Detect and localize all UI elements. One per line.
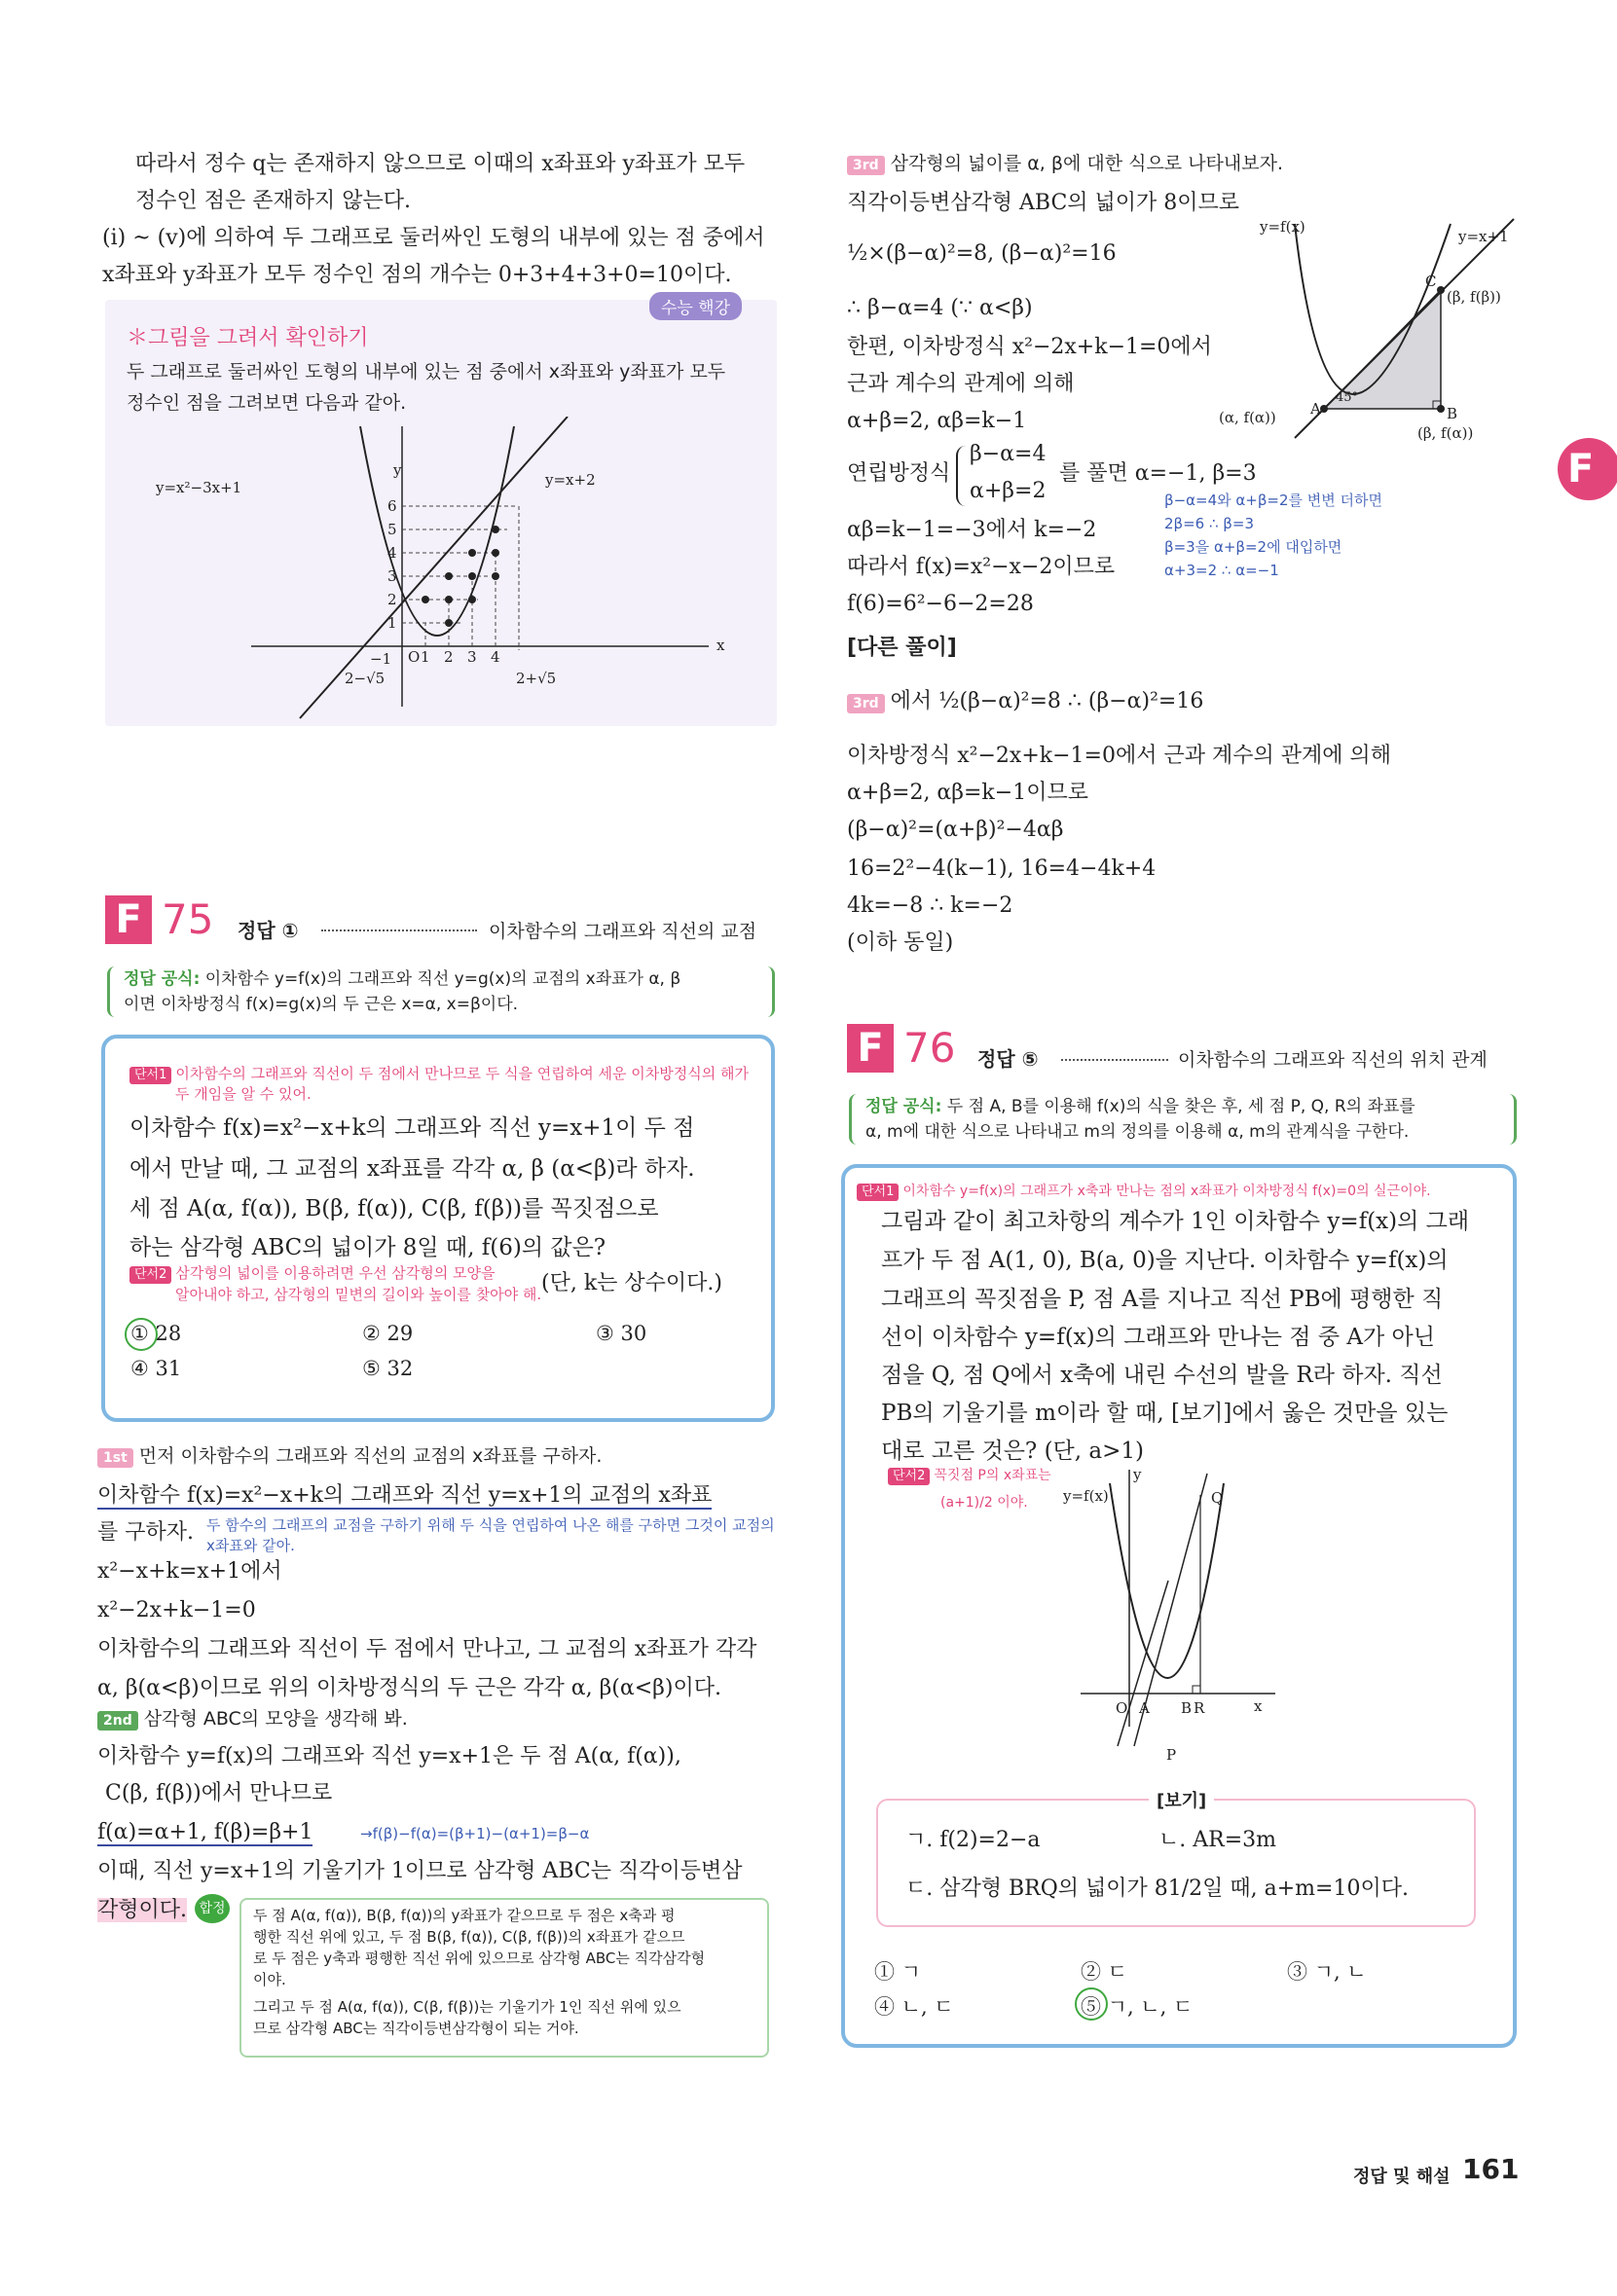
solution-note: →f(β)−f(α)=(β+1)−(α+1)=β−α (360, 1825, 590, 1842)
problem-topic: 이차함수의 그래프와 직선의 교점 (489, 921, 757, 942)
question-line: 에서 만날 때, 그 교점의 x좌표를 각각 α, β (α<β)라 하자. (129, 1156, 695, 1182)
label-y: y (1133, 1466, 1142, 1483)
choice-4[interactable]: ④ 31 (130, 1357, 182, 1380)
step-3rd: 3rd 삼각형의 넓이를 α, β에 대한 식으로 나타내보자. (847, 148, 1283, 179)
solution-line: x²−2x+k−1=0 (97, 1598, 256, 1622)
system-eq: β−α=4 (970, 442, 1047, 466)
choice-5[interactable]: ⑤ 32 (362, 1357, 414, 1380)
answer-dots (321, 929, 477, 931)
problem-number: 75 (162, 895, 214, 943)
label-b-coord: (β, f(α)) (1417, 424, 1474, 442)
label-y: y (393, 461, 402, 479)
lattice-point (445, 619, 453, 627)
question-line: 세 점 A(α, f(α)), B(β, f(α)), C(β, f(β))를 꼭짓점으로 (129, 1196, 659, 1221)
solution-note: β−α=4와 α+β=2를 변변 더하면 (1164, 492, 1383, 509)
bogi-item: ㄴ. AR=3m (1158, 1828, 1276, 1852)
graph-box (105, 300, 777, 726)
solution-line: f(α)=α+1, f(β)=β+1 (97, 1820, 313, 1844)
badge: 수능 핵강 (649, 292, 742, 320)
solution-line: x²−x+k=x+1에서 (97, 1559, 282, 1584)
formula-line: 정답 공식: 이차함수 y=f(x)의 그래프와 직선 y=g(x)의 교점의 x좌표가 α, β (124, 969, 681, 989)
answer-label: 정답 ⑤ (977, 1047, 1039, 1071)
graph-box-desc: 두 그래프로 둘러싸인 도형의 내부에 있는 점 중에서 x좌표와 y좌표가 모두 (127, 361, 726, 383)
y-tick: 4 (387, 544, 397, 562)
hint2-cont: (a+1)/2 이야. (940, 1495, 1028, 1511)
x-tick: −1 (370, 650, 392, 668)
y-tick: 2 (387, 591, 397, 608)
bogi-box (876, 1799, 1476, 1927)
solution-note: 두 함수의 그래프의 교점을 구하기 위해 두 식을 연립하여 나온 해를 구하면 그것이 교점의 (206, 1516, 775, 1534)
solution-line: 따라서 f(x)=x²−x−2이므로 (847, 555, 1116, 579)
lattice-point (445, 596, 453, 603)
solution-line: 이차함수 f(x)=x²−x+k의 그래프와 직선 y=x+1의 교점의 x좌표 (97, 1483, 713, 1508)
choice-4[interactable]: ④ ㄴ, ㄷ (874, 1995, 954, 2019)
system-eq: α+β=2 (970, 479, 1047, 503)
solution-line: 를 구하자. (97, 1520, 194, 1545)
graph-box-title: ＊그림을 그려서 확인하기 (127, 326, 369, 350)
solution-line: 이차함수 y=f(x)의 그래프와 직선 y=x+1은 두 점 A(α, f(α)), (97, 1744, 681, 1768)
label-p: P (1166, 1746, 1177, 1764)
solution-line: 근과 계수의 관계에 의해 (847, 372, 1075, 396)
note-line: 행한 직선 위에 있고, 두 점 B(β, f(α)), C(β, f(β))의 x좌표가 같으므 (253, 1928, 685, 1946)
question-line: 대로 고른 것은? (단, a>1) (881, 1439, 1144, 1464)
hint1: 단서1 이차함수 y=f(x)의 그래프가 x축과 만나는 점의 x좌표가 이차방정식 f(x)=0의 실근이야. (857, 1182, 1431, 1202)
label-parabola: y=x²−3x+1 (156, 479, 242, 496)
choice-3[interactable]: ③ ㄱ, ㄴ (1287, 1960, 1367, 1984)
question-line: 그림과 같이 최고차항의 계수가 1인 이차함수 y=f(x)의 그래 (881, 1209, 1470, 1234)
question-line: 프가 두 점 A(1, 0), B(a, 0)을 지난다. 이차함수 y=f(x)의 (881, 1248, 1449, 1273)
hint1: 단서1 이차함수의 그래프와 직선이 두 점에서 만나므로 두 식을 연립하여 세운 이차방정식의 해가 (129, 1064, 749, 1084)
parabola (1110, 1483, 1224, 1678)
solution-line: 연립방정식 (847, 461, 951, 486)
step-1st: 1st 먼저 이차함수의 그래프와 직선의 교점의 x좌표를 구하자. (97, 1440, 602, 1472)
graph-box-desc: 정수인 점을 그려보면 다음과 같아. (127, 392, 407, 414)
label-c: C (1425, 273, 1437, 290)
question-line: 이차함수 f(x)=x²−x+k의 그래프와 직선 y=x+1이 두 점 (129, 1115, 695, 1141)
system-brace (956, 446, 968, 506)
solution-line: 이차함수의 그래프와 직선이 두 점에서 만나고, 그 교점의 x좌표가 각각 (97, 1637, 757, 1661)
label-line: y=x+1 (1458, 228, 1509, 245)
solution-line: 4k=−8 ∴ k=−2 (847, 893, 1013, 918)
lattice-point (492, 572, 499, 580)
solution-line: 이때, 직선 y=x+1의 기울기가 1이므로 삼각형 ABC는 직각이등변삼 (97, 1859, 743, 1883)
lattice-point (468, 549, 476, 557)
bogi-item: ㄷ. 삼각형 BRQ의 넓이가 81/2일 때, a+m=10이다. (905, 1877, 1409, 1901)
choice-2[interactable]: ② ㄷ (1081, 1960, 1127, 1984)
hint2: 단서2 꼭짓점 P의 x좌표는 (888, 1466, 1051, 1486)
x-tick: 3 (467, 648, 477, 666)
formula-box (107, 966, 775, 1017)
formula-box (849, 1094, 1517, 1145)
solution-note: 2β=6 ∴ β=3 (1164, 515, 1254, 532)
lattice-point (492, 549, 499, 557)
solution-line: α, β(α<β)이므로 위의 이차방정식의 두 근은 각각 α, β(α<β)이다. (97, 1676, 721, 1700)
solution-line: α+β=2, αβ=k−1 (847, 409, 1027, 433)
formula-line: α, m에 대한 식으로 나타내고 m의 정의를 이용해 α, m의 관계식을 구한다. (865, 1122, 1410, 1142)
label-x: x (717, 637, 725, 654)
label-angle: 45° (1336, 390, 1359, 405)
label-o: O (1116, 1699, 1128, 1717)
solution-line: 이차방정식 x²−2x+k−1=0에서 근과 계수의 관계에 의해 (847, 744, 1391, 768)
page-number: 161 (1462, 2153, 1520, 2185)
choice-1[interactable]: ① ㄱ (874, 1960, 921, 1984)
y-tick: 1 (387, 614, 397, 632)
solution-line: ∴ β−α=4 (∵ α<β) (847, 296, 1033, 320)
x-tick: 4 (491, 648, 500, 666)
label-x: x (1254, 1697, 1263, 1715)
formula-line: 이면 이차방정식 f(x)=g(x)의 두 근은 x=α, x=β이다. (124, 995, 519, 1014)
question-line: 하는 삼각형 ABC의 넓이가 8일 때, f(6)의 값은? (129, 1235, 606, 1260)
x-tick: 2 (444, 648, 454, 666)
solution-line: C(β, f(β))에서 만나므로 (105, 1781, 333, 1805)
y-tick: 5 (387, 521, 397, 538)
label-b: B (1447, 405, 1458, 422)
side-tab: F (1558, 438, 1617, 500)
solution-line: 3rd 에서 ½(β−α)²=8 ∴ (β−α)²=16 (847, 683, 1203, 720)
line-pb (1118, 1581, 1168, 1746)
solution-line: ½×(β−α)²=8, (β−α)²=16 (847, 241, 1117, 266)
solution-line: (β−α)²=(α+β)²−4αβ (847, 818, 1064, 842)
note-badge: 합정 (195, 1894, 230, 1923)
label-o: O (408, 648, 421, 666)
solution-note: α+3=2 ∴ α=−1 (1164, 562, 1279, 579)
parabola-line-graph (105, 417, 777, 726)
problem-topic: 이차함수의 그래프와 직선의 위치 관계 (1178, 1049, 1488, 1071)
text-line: x좌표와 y좌표가 모두 정수인 점의 개수는 0+3+4+3+0=10이다. (102, 263, 732, 287)
label-f: y=f(x) (1260, 218, 1305, 236)
problem-number: 76 (903, 1024, 956, 1072)
lattice-point (445, 572, 453, 580)
text-line: 따라서 정수 q는 존재하지 않으므로 이때의 x좌표와 y좌표가 모두 (135, 152, 746, 176)
footer-label: 정답 및 해설 (1353, 2167, 1451, 2187)
label-a: A (1310, 400, 1321, 418)
solution-line: 한편, 이차방정식 x²−2x+k−1=0에서 (847, 335, 1212, 359)
solution-note: x좌표와 같아. (206, 1537, 295, 1554)
solution-line: f(6)=6²−6−2=28 (847, 592, 1034, 616)
label-b: B (1181, 1699, 1193, 1717)
note-line: 그리고 두 점 A(α, f(α)), C(β, f(β))는 기울기가 1인 직선 위에 있으 (253, 1998, 681, 2016)
y-tick: 6 (387, 497, 397, 515)
solution-line: αβ=k−1=−3에서 k=−2 (847, 518, 1097, 542)
question-line: PB의 기울기를 m이라 할 때, [보기]에서 옳은 것만을 있는 (881, 1401, 1449, 1426)
label-a: A (1139, 1699, 1150, 1717)
label-a-coord: (α, f(α)) (1219, 409, 1276, 426)
parabola (360, 426, 514, 636)
choice-1[interactable]: ① 28 (130, 1322, 182, 1345)
note-line: 므로 삼각형 ABC는 직각이등변삼각형이 되는 거야. (253, 2020, 579, 2037)
note-line: 두 점 A(α, f(α)), B(β, f(α))의 y좌표가 같으므로 두 점은 x축과 평 (253, 1907, 676, 1924)
alt-title: [다른 풀이] (847, 636, 957, 660)
root-left: 2−√5 (345, 670, 386, 687)
text-line: 정수인 점은 존재하지 않는다. (135, 189, 411, 213)
problem-flag: F (105, 895, 152, 944)
choice-3[interactable]: ③ 30 (596, 1322, 647, 1345)
lattice-point (468, 596, 476, 603)
answer-dots (1061, 1059, 1168, 1061)
solution-line: 를 풀면 α=−1, β=3 (1059, 461, 1257, 486)
question-line: 선이 이차함수 y=f(x)의 그래프와 만나는 점 중 A가 아닌 (881, 1325, 1435, 1350)
label-c-coord: (β, f(β)) (1447, 288, 1501, 306)
solution-line: 16=2²−4(k−1), 16=4−4k+4 (847, 856, 1157, 881)
selected-mark (125, 1318, 158, 1351)
question-line: (단, k는 상수이다.) (541, 1271, 722, 1295)
text-line: (i) ~ (v)에 의하여 두 그래프로 둘러싸인 도형의 내부에 있는 점 중에서 (102, 226, 765, 250)
note-box (239, 1898, 769, 2058)
x-tick: 1 (421, 648, 430, 666)
label-r: R (1194, 1699, 1205, 1717)
label-q: Q (1211, 1489, 1224, 1507)
solution-note: β=3을 α+β=2에 대입하면 (1164, 538, 1342, 556)
note-line: 로 두 점은 y축과 평행한 직선 위에 있으므로 삼각형 ABC는 직각삼각형 (253, 1950, 706, 1967)
step-2nd: 2nd 삼각형 ABC의 모양을 생각해 봐. (97, 1703, 408, 1734)
answer-label: 정답 ① (238, 919, 299, 942)
formula-line: 정답 공식: 두 점 A, B를 이용해 f(x)의 식을 찾은 후, 세 점 P, Q, R의 좌표를 (865, 1097, 1415, 1116)
solution-line: (이하 동일) (847, 930, 954, 955)
label-f: y=f(x) (1063, 1487, 1109, 1505)
choice-2[interactable]: ② 29 (362, 1322, 414, 1345)
hint1-cont: 두 개임을 알 수 있어. (175, 1085, 312, 1103)
root-right: 2+√5 (516, 670, 557, 687)
top-left-text (102, 146, 784, 294)
bogi-title: [보기] (1149, 1787, 1214, 1812)
triangle-figure (1217, 214, 1538, 457)
lattice-point (468, 572, 476, 580)
lattice-point (422, 596, 429, 603)
solution-line: 직각이등변삼각형 ABC의 넓이가 8이므로 (847, 191, 1240, 215)
bogi-item: ㄱ. f(2)=2−a (905, 1828, 1041, 1852)
problem76-figure (1051, 1464, 1285, 1766)
note-line: 이야. (253, 1971, 286, 1988)
question-line: 그래프의 꼭짓점을 P, 점 A를 지나고 직선 PB에 평행한 직 (881, 1287, 1444, 1312)
hint2-cont: 알아내야 하고, 삼각형의 밑변의 길이와 높이를 찾아야 해. (175, 1286, 542, 1303)
problem-flag: F (847, 1024, 894, 1073)
solution-line: α+β=2, αβ=k−1이므로 (847, 781, 1088, 805)
solution-line: 각형이다. (97, 1898, 188, 1922)
y-tick: 3 (387, 567, 397, 585)
choice-5[interactable]: ⑤ ㄱ, ㄴ, ㄷ (1081, 1995, 1194, 2019)
lattice-point (492, 526, 499, 533)
label-line: y=x+2 (545, 471, 596, 489)
hint2: 단서2 삼각형의 넓이를 이용하려면 우선 삼각형의 모양을 (129, 1263, 496, 1284)
question-line: 점을 Q, 점 Q에서 x축에 내린 수선의 발을 R라 하자. 직선 (881, 1363, 1443, 1388)
selected-mark (1075, 1987, 1108, 2021)
